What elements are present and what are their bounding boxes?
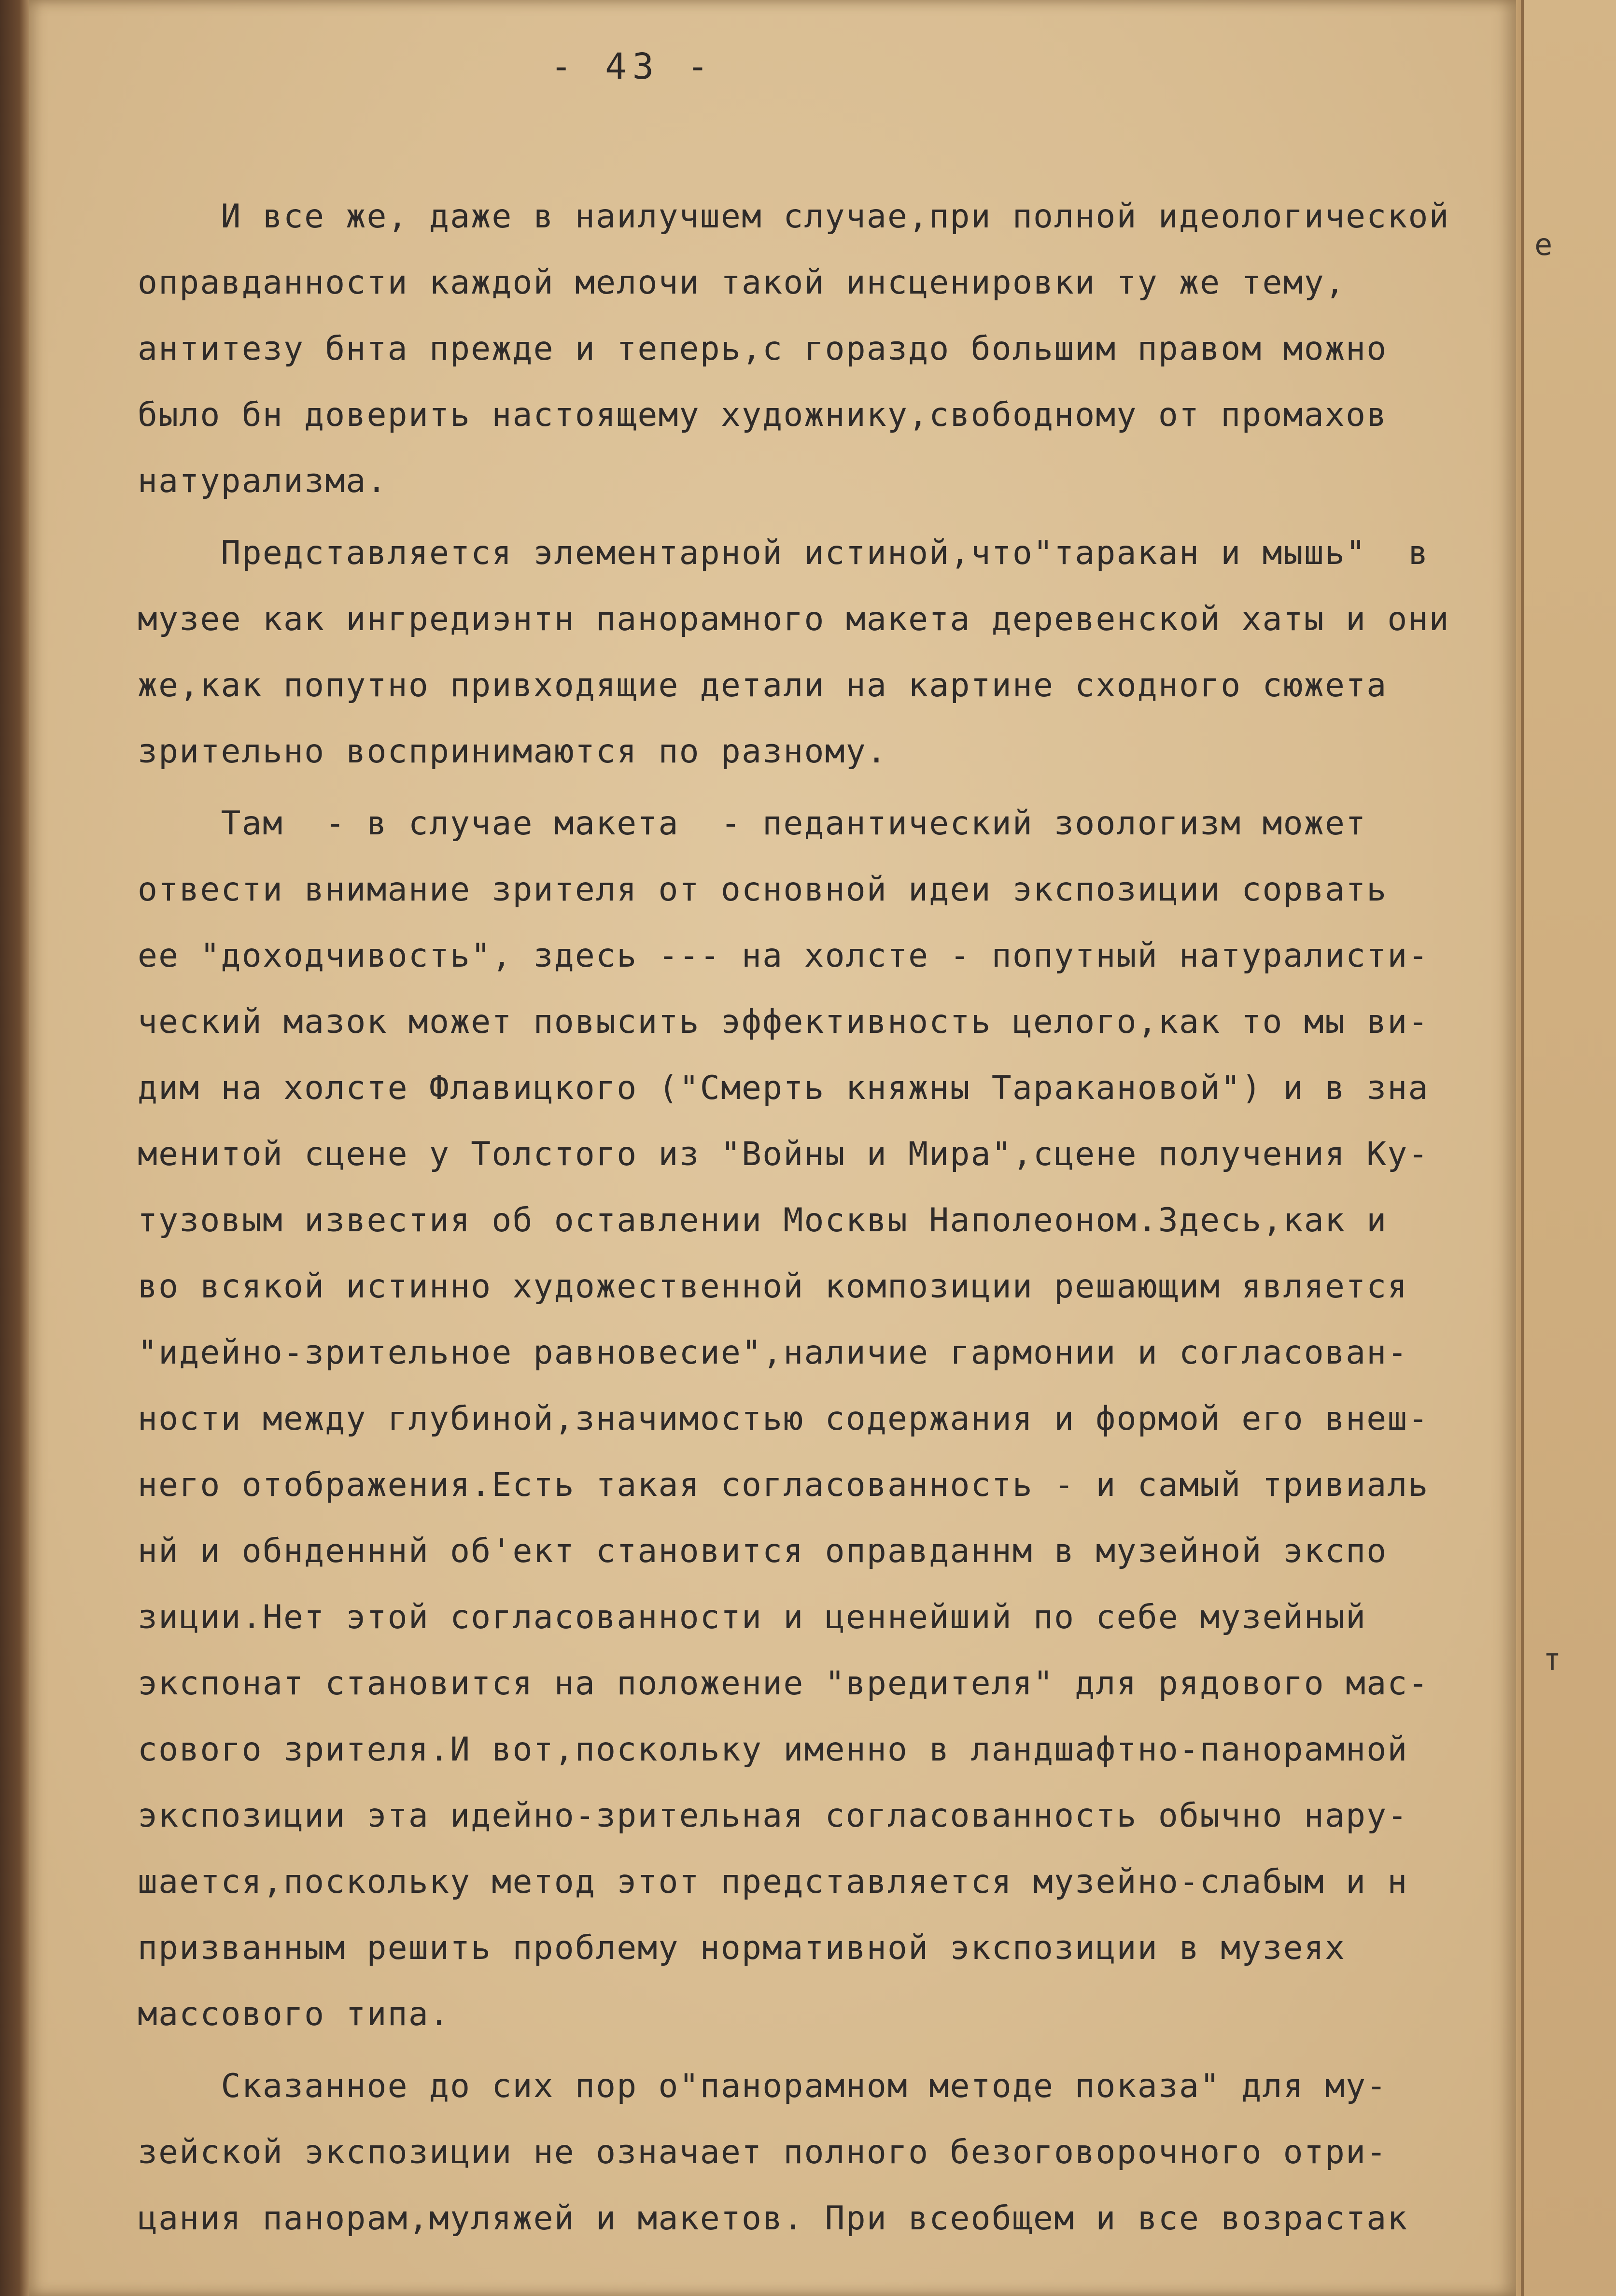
paragraph: [138, 183, 1509, 514]
text-line: шается,поскольку метод этот представляется музейно-слабым и н: [138, 1863, 1408, 1901]
text-line: "идейно-зрительное равновесие",наличие гармонии и согласован-: [138, 1334, 1408, 1372]
paragraph-gap: [138, 785, 1509, 790]
adjacent-page-edge: [1521, 0, 1616, 2296]
text-line: антитезу бнта прежде и теперь,с гораздо большим правом можно: [138, 330, 1388, 368]
text-line: натурализма.: [138, 462, 388, 500]
paragraph: [138, 2053, 1509, 2252]
paragraph: [138, 790, 1509, 2047]
text-line: ческий мазок может повысить эффективность целого,как то мы ви-: [138, 1003, 1429, 1041]
paragraph-gap: [138, 2047, 1509, 2053]
text-line: сового зрителя.И вот,поскольку именно в ландшафтно-панорамной: [138, 1731, 1408, 1769]
text-line: Сказанное до сих пор о"панорамном методе показа" для му-: [138, 2067, 1388, 2105]
text-line: массового типа.: [138, 1995, 450, 2033]
page-number: - 43 -: [550, 46, 715, 87]
text-line: цания панорам,муляжей и макетов. При всеобщем и все возрастак: [138, 2199, 1408, 2238]
paragraph-gap: [138, 514, 1509, 520]
text-line: И все же, даже в наилучшем случае,при полной идеологической: [138, 197, 1450, 236]
text-line: ности между глубиной,значимостью содержания и формой его внеш-: [138, 1400, 1429, 1438]
text-line: менитой сцене у Толстого из "Войны и Мира",сцене получения Ку-: [138, 1135, 1429, 1173]
adjacent-page-fragment: е: [1534, 227, 1554, 262]
paragraph: [138, 520, 1509, 785]
text-line: ее "доходчивость", здесь --- на холсте - попутный натуралисти-: [138, 937, 1429, 975]
text-line: во всякой истинно художественной композиции решающим является: [138, 1268, 1408, 1306]
text-line: экспонат становится на положение "вредителя" для рядового мас-: [138, 1664, 1429, 1703]
text-line: зиции.Нет этой согласованности и ценнейший по себе музейный: [138, 1598, 1367, 1636]
text-line: Там - в случае макета - педантический зоологизм может: [138, 804, 1367, 843]
text-line: было бн доверить настоящему художнику,свободному от промахов: [138, 396, 1388, 434]
text-line: экспозиции эта идейно-зрительная согласованность обычно нару-: [138, 1797, 1408, 1835]
text-line: же,как попутно привходящие детали на картине сходного сюжета: [138, 666, 1388, 704]
text-line: тузовым известия об оставлении Москвы Наполеоном.Здесь,как и: [138, 1201, 1388, 1240]
text-line: Представляется элементарной истиной,что"таракан и мышь" в: [138, 534, 1429, 572]
text-line: зейской экспозиции не означает полного безоговорочного отри-: [138, 2133, 1388, 2171]
text-line: нй и обнденннй об'ект становится оправданнм в музейной экспо: [138, 1532, 1388, 1570]
text-line: дим на холсте Флавицкого ("Смерть княжны Таракановой") и в зна: [138, 1069, 1429, 1107]
text-line: зрительно воспринимаются по разному.: [138, 732, 888, 771]
adjacent-page-fragment: т: [1543, 1642, 1562, 1677]
text-line: оправданности каждой мелочи такой инсценировки ту же тему,: [138, 264, 1346, 302]
text-line: призванным решить проблему нормативной экспозиции в музеях: [138, 1929, 1346, 1967]
text-line: музее как ингредиэнтн панорамного макета деревенской хаты и они: [138, 600, 1450, 638]
document-body: [138, 183, 1509, 2252]
text-line: отвести внимание зрителя от основной идеи экспозиции сорвать: [138, 871, 1388, 909]
text-line: него отображения.Есть такая согласованность - и самый тривиаль: [138, 1466, 1429, 1504]
